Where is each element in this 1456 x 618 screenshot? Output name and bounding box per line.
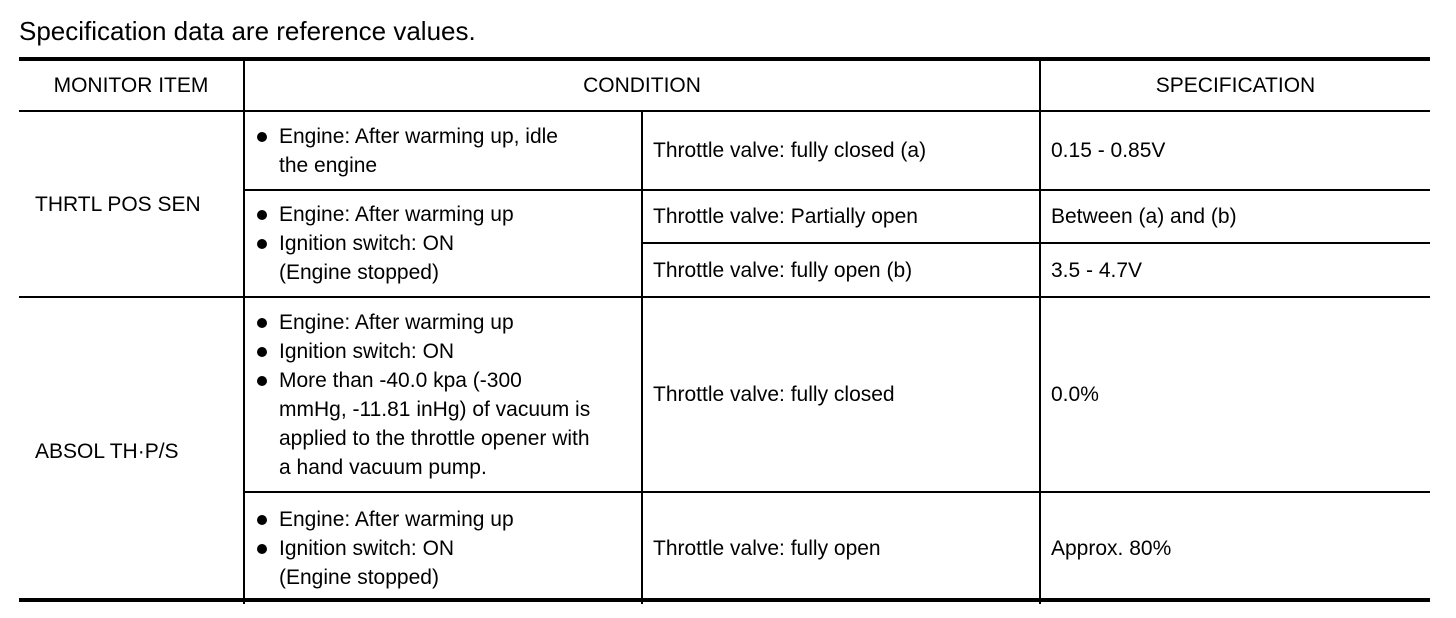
condition-cell <box>243 191 641 298</box>
header-specification: SPECIFICATION <box>1039 61 1430 112</box>
condition-item: Engine: After warming up <box>255 505 514 534</box>
condition-cell <box>243 112 641 191</box>
condition-item: Engine: After warming up <box>255 308 590 337</box>
throttle-condition: Throttle valve: fully open (b) <box>641 244 1039 298</box>
condition-item: Ignition switch: ON (Engine stopped) <box>255 229 514 287</box>
condition-item: Engine: After warming up, idle the engine <box>255 122 558 180</box>
condition-list <box>255 122 558 180</box>
reference-note: Specification data are reference values. <box>19 16 476 46</box>
condition-list <box>255 200 514 287</box>
throttle-condition: Throttle valve: fully open <box>641 493 1039 604</box>
condition-cell <box>243 298 641 493</box>
header-condition: CONDITION <box>243 61 1039 112</box>
throttle-condition: Throttle valve: fully closed <box>641 298 1039 493</box>
spec-value: 0.0% <box>1039 298 1430 493</box>
condition-list <box>255 505 514 592</box>
monitor-item-thrtl-pos-sen: THRTL POS SEN <box>19 112 243 298</box>
spec-value: 3.5 - 4.7V <box>1039 244 1430 298</box>
condition-list <box>255 308 590 482</box>
header-monitor-item: MONITOR ITEM <box>19 61 243 112</box>
spec-table <box>19 57 1430 602</box>
condition-item: Engine: After warming up <box>255 200 514 229</box>
throttle-condition: Throttle valve: fully closed (a) <box>641 112 1039 191</box>
condition-item: Ignition switch: ON (Engine stopped) <box>255 534 514 592</box>
spec-value: 0.15 - 0.85V <box>1039 112 1430 191</box>
throttle-condition: Throttle valve: Partially open <box>641 191 1039 244</box>
monitor-item-absol-th-ps: ABSOL TH·P/S <box>35 439 179 463</box>
condition-item: Ignition switch: ON <box>255 337 590 366</box>
spec-value: Between (a) and (b) <box>1039 191 1430 244</box>
condition-item: More than -40.0 kpa (-300 mmHg, -11.81 inHg) of vacuum is applied to the throttle opener with a hand vacuum pump. <box>255 366 590 482</box>
spec-value: Approx. 80% <box>1039 493 1430 604</box>
condition-cell <box>243 493 641 604</box>
